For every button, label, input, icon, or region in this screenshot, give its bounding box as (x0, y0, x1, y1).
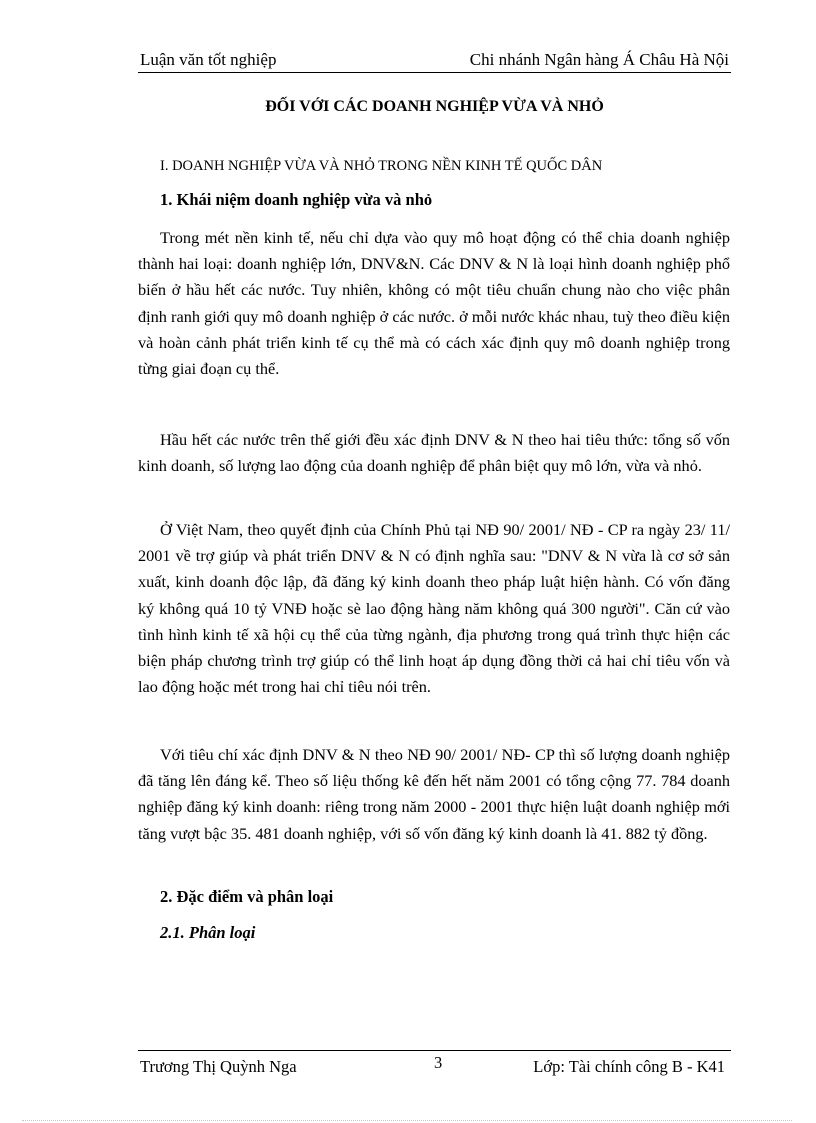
paragraph-2: Hầu hết các nước trên thế giới đều xác định DNV & N theo hai tiêu thức: tổng số vốn kinh doanh, số lượng lao động của doanh nghiệp để phân biệt quy mô lớn, vừa và nhỏ. (138, 430, 730, 476)
footer-class: Lớp: Tài chính công B - K41 (533, 1057, 725, 1076)
header-thesis-label: Luận văn tốt nghiệp (140, 50, 277, 69)
page-footer (138, 1050, 731, 1077)
page-number: 3 (434, 1053, 443, 1072)
subheading-concept: 1. Khái niệm doanh nghiệp vừa và nhỏ (160, 190, 433, 209)
subheading-classification: 2.1. Phân loại (160, 923, 256, 942)
header-branch-label: Chi nhánh Ngân hàng Á Châu Hà Nội (469, 50, 729, 69)
page-edge-divider (22, 1120, 792, 1121)
paragraph-1: Trong mét nền kinh tế, nếu chỉ dựa vào quy mô hoạt động có thể chia doanh nghiệp thành hai loại: doanh nghiệp lớn, DNV&N. Các DNV & N là loại hình doanh nghiệp phổ biến ở hầu hết các nước. Tuy nhiên, không có một tiêu chuẩn chung nào cho việc phân định ranh giới quy mô doanh nghiệp ở các nước. ở mỗi nước khác nhau, tuỳ theo điều kiện và hoàn cảnh phát triển kinh tế cụ thể mà có cách xác định quy mô doanh nghiệp trong từng giai đoạn cụ thể. (138, 228, 730, 379)
subheading-characteristics: 2. Đặc điểm và phân loại (160, 887, 334, 906)
chapter-title: ĐỐI VỚI CÁC DOANH NGHIỆP VỪA VÀ NHỎ (265, 98, 604, 115)
paragraph-4: Với tiêu chí xác định DNV & N theo NĐ 90/ 2001/ NĐ- CP thì số lượng doanh nghiệp đã tăng lên đáng kể. Theo số liệu thống kê đến hết năm 2001 có tổng cộng 77. 784 doanh nghiệp đăng ký kinh doanh: riêng trong năm 2000 - 2001 thực hiện luật doanh nghiệp mới tăng vượt bậc 35. 481 doanh nghiệp, với số vốn đăng ký kinh doanh là 41. 882 tỷ đồng. (138, 745, 730, 843)
page-header (138, 50, 731, 73)
section-heading: I. DOANH NGHIỆP VỪA VÀ NHỎ TRONG NỀN KINH TẾ QUỐC DÂN (160, 158, 603, 174)
paragraph-3: Ở Việt Nam, theo quyết định của Chính Phủ tại NĐ 90/ 2001/ NĐ - CP ra ngày 23/ 11/ 2001 về trợ giúp và phát triển DNV & N có định nghĩa sau: "DNV & N vừa là cơ sở sản xuất, kinh doanh độc lập, đã đăng ký kinh doanh theo pháp luật hiện hành. Có vốn đăng ký không quá 10 tỷ VNĐ hoặc sè lao động hàng năm không quá 300 người". Căn cứ vào tình hình kinh tế xã hội cụ thể của từng ngành, địa phương trong quá trình thực hiện các biện pháp chương trình trợ giúp có thể linh hoạt áp dụng đồng thời cả hai chỉ tiêu vốn và lao động hoặc mét trong hai chỉ tiêu nói trên. (138, 520, 730, 697)
footer-author: Trương Thị Quỳnh Nga (140, 1057, 297, 1076)
